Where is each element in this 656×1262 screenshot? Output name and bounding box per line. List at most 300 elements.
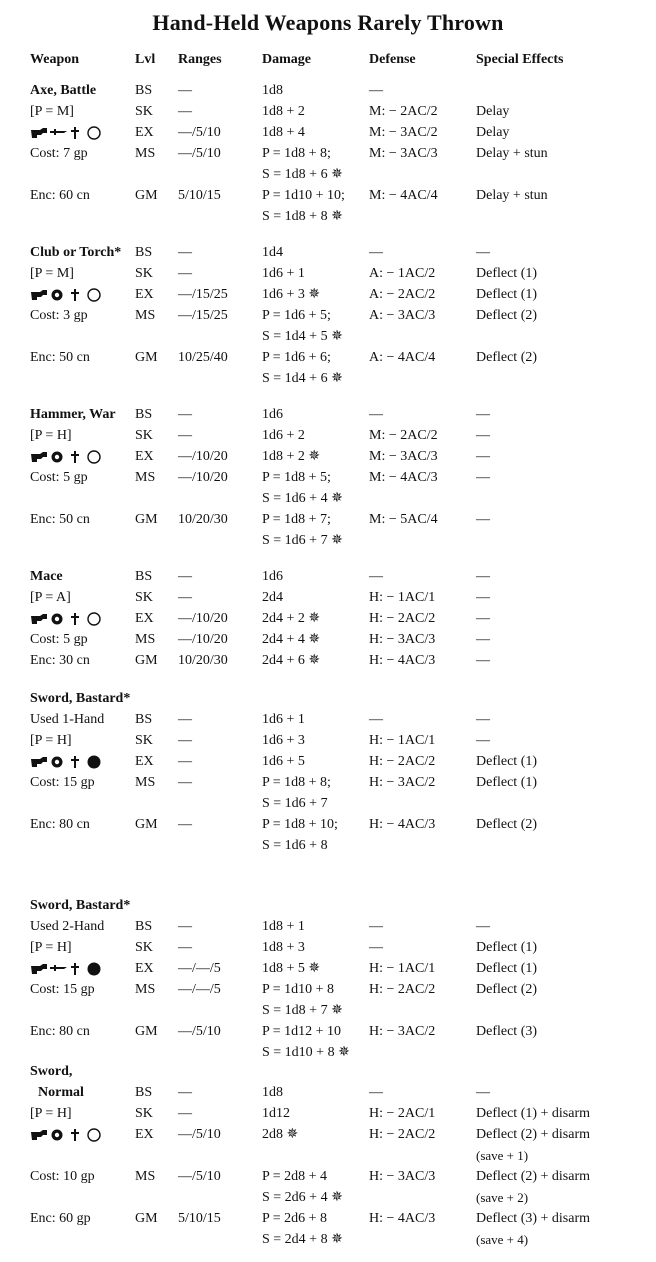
header-ranges: Ranges [178, 52, 222, 67]
weapon-damage-secondary: S = 2d6 + 4 ✵ [262, 1190, 343, 1205]
weapon-defense: A: − 3AC/3 [369, 308, 436, 323]
table-row [0, 772, 656, 814]
weapon-defense: M: − 2AC/2 [369, 428, 438, 443]
table-row [0, 916, 656, 937]
weapon-damage: 2d4 + 4 ✵ [262, 632, 321, 647]
skill-level: EX [135, 125, 154, 140]
skill-level: BS [135, 1085, 153, 1100]
weapon-encumbrance: Enc: 80 cn [30, 1024, 90, 1039]
special-effect: Deflect (2) + disarm [476, 1169, 591, 1184]
table-row [0, 1166, 656, 1208]
weapon-name: Sword, Bastard* [30, 898, 131, 913]
weapon-name: Hammer, War [30, 407, 116, 422]
special-effect: — [476, 590, 490, 605]
weapon-defense: M: − 3AC/3 [369, 449, 438, 464]
weapon-group [0, 1061, 656, 1250]
spoked-circle-icon [50, 754, 68, 769]
weapon-name: Mace [30, 569, 63, 584]
weapon-damage: 2d4 [262, 590, 283, 605]
table-row [0, 1124, 656, 1166]
weapon-ranges: —/10/20 [178, 449, 228, 464]
weapon-ranges: 5/10/15 [178, 1211, 221, 1226]
weapon-damage: 1d6 [262, 569, 283, 584]
weapon-defense: A: − 2AC/2 [369, 287, 436, 302]
weapon-ranges: —/10/20 [178, 611, 228, 626]
weapon-defense: H: − 2AC/2 [369, 754, 436, 769]
table-row [0, 650, 656, 671]
weapon-damage: 1d8 [262, 1085, 283, 1100]
special-effect: — [476, 449, 490, 464]
table-row [0, 958, 656, 979]
weapon-defense: M: − 2AC/2 [369, 104, 438, 119]
weapon-usage: Used 2-Hand [30, 919, 105, 934]
weapon-ranges: —/15/25 [178, 308, 228, 323]
skill-level: BS [135, 712, 153, 727]
special-effect: — [476, 712, 490, 727]
proficiency-tag: [P = M] [30, 104, 74, 119]
skill-level: MS [135, 1169, 156, 1184]
weapon-ranges: — [178, 245, 192, 260]
weapon-damage-secondary: S = 1d4 + 5 ✵ [262, 329, 343, 344]
weapon-name: Sword, [30, 1064, 73, 1079]
table-row [0, 1103, 656, 1124]
header-defense: Defense [369, 52, 416, 67]
special-effect: Deflect (2) [476, 350, 538, 365]
weapon-damage: 1d8 + 2 [262, 104, 305, 119]
table-row [0, 1082, 656, 1103]
weapon-cost: Cost: 10 gp [30, 1169, 95, 1184]
weapon-ranges: —/5/10 [178, 146, 221, 161]
pointing-hand-icon [30, 287, 48, 302]
skill-level: SK [135, 940, 153, 955]
special-effect: Delay + stun [476, 188, 548, 203]
weapon-ranges: — [178, 754, 192, 769]
weapon-defense: — [369, 83, 383, 98]
special-effect: Deflect (1) + disarm [476, 1106, 591, 1121]
special-effect: Deflect (2) [476, 817, 538, 832]
blade-icon [50, 125, 68, 140]
weapon-name-cont: Normal [38, 1085, 84, 1100]
skill-level: EX [135, 1127, 154, 1142]
weapon-ranges: — [178, 775, 192, 790]
special-effect: Deflect (3) + disarm [476, 1211, 591, 1226]
table-row [0, 425, 656, 446]
special-effect: — [476, 470, 490, 485]
weapon-damage: P = 1d6 + 6; [262, 350, 331, 365]
dagger-cross-icon [68, 449, 86, 464]
table-row [0, 937, 656, 958]
weapon-defense: H: − 4AC/3 [369, 1211, 436, 1226]
weapon-defense: H: − 3AC/2 [369, 1024, 436, 1039]
special-effect: Deflect (1) [476, 754, 538, 769]
table-row [0, 608, 656, 629]
weapon-defense: H: − 2AC/2 [369, 1127, 436, 1142]
weapon-damage: P = 1d8 + 7; [262, 512, 331, 527]
pointing-hand-icon [30, 611, 48, 626]
skill-level: BS [135, 245, 153, 260]
table-row [0, 446, 656, 467]
table-row [0, 284, 656, 305]
weapon-damage: 1d8 + 1 [262, 919, 305, 934]
weapon-ranges: — [178, 1085, 192, 1100]
weapon-damage: P = 2d8 + 4 [262, 1169, 328, 1184]
weapon-defense: A: − 1AC/2 [369, 266, 436, 281]
weapon-ranges: — [178, 590, 192, 605]
weapon-encumbrance: Enc: 50 cn [30, 512, 90, 527]
weapon-defense: H: − 2AC/2 [369, 611, 436, 626]
special-effect: Deflect (3) [476, 1024, 538, 1039]
table-row [0, 587, 656, 608]
skill-level: BS [135, 919, 153, 934]
dagger-cross-icon [68, 125, 86, 140]
skill-level: BS [135, 569, 153, 584]
skill-level: SK [135, 590, 153, 605]
weapon-group [0, 688, 656, 856]
table-row [0, 730, 656, 751]
ring-icon [86, 1127, 104, 1142]
weapon-name: Axe, Battle [30, 83, 97, 98]
skill-level: MS [135, 982, 156, 997]
special-effect: — [476, 653, 490, 668]
weapon-damage: P = 1d8 + 8; [262, 775, 331, 790]
table-row [0, 404, 656, 425]
weapon-ranges: — [178, 1106, 192, 1121]
weapon-defense: H: − 3AC/3 [369, 632, 436, 647]
weapon-ranges: — [178, 940, 192, 955]
weapon-usage: Used 1-Hand [30, 712, 105, 727]
weapon-ranges: — [178, 712, 192, 727]
header-special-effects: Special Effects [476, 52, 564, 67]
weapon-ranges: —/5/10 [178, 1127, 221, 1142]
spoked-circle-icon [50, 1127, 68, 1142]
weapon-encumbrance: Enc: 60 gp [30, 1211, 91, 1226]
table-row [0, 242, 656, 263]
table-row [0, 347, 656, 389]
spoked-circle-icon [50, 611, 68, 626]
special-effect: Deflect (1) [476, 287, 538, 302]
weapon-damage: 2d4 + 6 ✵ [262, 653, 321, 668]
weapon-ranges: 10/20/30 [178, 512, 228, 527]
solid-circle-icon [86, 754, 104, 769]
skill-level: MS [135, 775, 156, 790]
special-effect: Deflect (1) [476, 266, 538, 281]
special-effect: — [476, 733, 490, 748]
special-effect: Deflect (2) + disarm [476, 1127, 591, 1142]
weapon-defense: — [369, 1085, 383, 1100]
weapon-cost: Cost: 5 gp [30, 470, 88, 485]
weapon-ranges: —/5/10 [178, 1169, 221, 1184]
skill-level: EX [135, 961, 154, 976]
blade-icon [50, 961, 68, 976]
skill-level: SK [135, 733, 153, 748]
weapon-damage: P = 1d10 + 10; [262, 188, 345, 203]
header-damage: Damage [262, 52, 311, 67]
special-effect: Deflect (1) [476, 775, 538, 790]
special-effect: — [476, 1085, 490, 1100]
weapon-ranges: — [178, 266, 192, 281]
weapon-ranges: —/—/5 [178, 961, 221, 976]
weapon-damage: 1d6 + 3 [262, 733, 305, 748]
weapon-damage: P = 1d8 + 8; [262, 146, 331, 161]
weapon-defense: — [369, 712, 383, 727]
skill-level: BS [135, 83, 153, 98]
skill-level: GM [135, 350, 158, 365]
weapon-damage: 1d6 + 2 [262, 428, 305, 443]
special-effect: — [476, 611, 490, 626]
weapon-defense: H: − 1AC/1 [369, 590, 436, 605]
weapon-defense: H: − 1AC/1 [369, 733, 436, 748]
weapon-defense: H: − 4AC/3 [369, 817, 436, 832]
skill-level: GM [135, 188, 158, 203]
weapon-damage: 1d12 [262, 1106, 290, 1121]
skill-level: EX [135, 754, 154, 769]
weapon-cost: Cost: 15 gp [30, 775, 95, 790]
table-row [0, 751, 656, 772]
weapon-defense: H: − 4AC/3 [369, 653, 436, 668]
proficiency-tag: [P = H] [30, 1106, 72, 1121]
weapon-defense: — [369, 407, 383, 422]
header-weapon: Weapon [30, 52, 80, 67]
special-effect: — [476, 407, 490, 422]
weapon-damage: P = 2d6 + 8 [262, 1211, 328, 1226]
weapon-ranges: —/—/5 [178, 982, 221, 997]
ring-icon [86, 449, 104, 464]
solid-circle-icon [86, 961, 104, 976]
special-effect-note: (save + 1) [476, 1148, 529, 1163]
weapon-name: Club or Torch* [30, 245, 122, 260]
weapon-ranges: —/10/20 [178, 632, 228, 647]
weapon-damage: 1d8 [262, 83, 283, 98]
weapon-damage: P = 1d12 + 10 [262, 1024, 342, 1039]
table-row [0, 1208, 656, 1250]
table-row [0, 709, 656, 730]
table-row [0, 263, 656, 284]
proficiency-tag: [P = H] [30, 940, 72, 955]
weapon-defense: H: − 2AC/2 [369, 982, 436, 997]
header-lvl: Lvl [135, 52, 156, 67]
weapon-damage-secondary: S = 2d4 + 8 ✵ [262, 1232, 343, 1247]
special-effect: Delay + stun [476, 146, 548, 161]
weapon-damage-secondary: S = 1d8 + 8 ✵ [262, 209, 343, 224]
table-row [0, 566, 656, 587]
weapon-name-row [0, 688, 656, 709]
weapon-ranges: —/15/25 [178, 287, 228, 302]
weapon-cost: Cost: 5 gp [30, 632, 88, 647]
weapon-defense: — [369, 919, 383, 934]
pointing-hand-icon [30, 1127, 48, 1142]
special-effect: Deflect (1) [476, 961, 538, 976]
weapon-ranges: 5/10/15 [178, 188, 221, 203]
weapon-damage-secondary: S = 1d8 + 6 ✵ [262, 167, 343, 182]
proficiency-tag: [P = H] [30, 428, 72, 443]
skill-level: GM [135, 817, 158, 832]
skill-level: GM [135, 653, 158, 668]
weapon-defense: — [369, 245, 383, 260]
skill-level: MS [135, 146, 156, 161]
weapon-damage: 2d8 ✵ [262, 1127, 299, 1142]
weapon-defense: M: − 4AC/4 [369, 188, 438, 203]
table-row [0, 122, 656, 143]
skill-level: EX [135, 611, 154, 626]
weapon-defense: H: − 2AC/1 [369, 1106, 436, 1121]
weapon-group [0, 404, 656, 551]
weapon-defense: M: − 3AC/2 [369, 125, 438, 140]
skill-level: GM [135, 512, 158, 527]
spoked-circle-icon [50, 287, 68, 302]
skill-level: EX [135, 449, 154, 464]
table-row [0, 305, 656, 347]
weapon-ranges: — [178, 83, 192, 98]
proficiency-tag: [P = A] [30, 590, 71, 605]
skill-level: SK [135, 1106, 153, 1121]
special-effect: — [476, 245, 490, 260]
weapon-damage: P = 1d6 + 5; [262, 308, 331, 323]
weapon-damage: 1d8 + 5 ✵ [262, 961, 321, 976]
page-title: Hand-Held Weapons Rarely Thrown [152, 10, 504, 35]
pointing-hand-icon [30, 961, 48, 976]
weapon-damage: 1d6 + 1 [262, 712, 305, 727]
special-effect: Deflect (1) [476, 940, 538, 955]
weapon-damage-secondary: S = 1d6 + 7 [262, 796, 328, 811]
table-row [0, 509, 656, 551]
pointing-hand-icon [30, 754, 48, 769]
table-row [0, 80, 656, 101]
table-row [0, 814, 656, 856]
weapon-ranges: — [178, 817, 192, 832]
weapon-defense: M: − 5AC/4 [369, 512, 438, 527]
weapon-defense: H: − 3AC/3 [369, 1169, 436, 1184]
table-row [0, 1021, 656, 1063]
skill-level: SK [135, 428, 153, 443]
table-row [0, 979, 656, 1021]
weapon-defense: M: − 4AC/3 [369, 470, 438, 485]
skill-level: BS [135, 407, 153, 422]
special-effect: Delay [476, 104, 510, 119]
pointing-hand-icon [30, 125, 48, 140]
weapon-damage: 1d8 + 2 ✵ [262, 449, 321, 464]
table-row [0, 185, 656, 227]
weapon-group [0, 566, 656, 671]
dagger-cross-icon [68, 754, 86, 769]
weapon-damage-secondary: S = 1d6 + 7 ✵ [262, 533, 343, 548]
weapon-ranges: —/5/10 [178, 125, 221, 140]
skill-level: MS [135, 308, 156, 323]
weapon-damage: P = 1d10 + 8 [262, 982, 335, 997]
weapon-damage: 1d6 + 1 [262, 266, 305, 281]
dagger-cross-icon [68, 611, 86, 626]
skill-level: GM [135, 1211, 158, 1226]
weapon-ranges: — [178, 428, 192, 443]
weapon-damage: 1d4 [262, 245, 283, 260]
weapon-name: Sword, Bastard* [30, 691, 131, 706]
weapon-defense: A: − 4AC/4 [369, 350, 436, 365]
weapon-damage: 1d6 [262, 407, 283, 422]
proficiency-tag: [P = M] [30, 266, 74, 281]
special-effect: Delay [476, 125, 510, 140]
weapon-damage-secondary: S = 1d4 + 6 ✵ [262, 371, 343, 386]
dagger-cross-icon [68, 1127, 86, 1142]
weapon-name-row [0, 895, 656, 916]
skill-level: MS [135, 632, 156, 647]
weapon-group [0, 895, 656, 1063]
weapon-cost: Cost: 7 gp [30, 146, 88, 161]
weapon-ranges: 10/20/30 [178, 653, 228, 668]
special-effect: — [476, 632, 490, 647]
weapon-damage-secondary: S = 1d6 + 8 [262, 838, 328, 853]
weapon-defense: — [369, 569, 383, 584]
special-effect: — [476, 512, 490, 527]
proficiency-tag: [P = H] [30, 733, 72, 748]
weapon-name-row [0, 1061, 656, 1082]
weapon-encumbrance: Enc: 50 cn [30, 350, 90, 365]
weapon-defense: — [369, 940, 383, 955]
weapon-group [0, 80, 656, 227]
spoked-circle-icon [50, 449, 68, 464]
weapon-ranges: — [178, 919, 192, 934]
special-effect-note: (save + 4) [476, 1232, 529, 1247]
weapon-defense: M: − 3AC/3 [369, 146, 438, 161]
pointing-hand-icon [30, 449, 48, 464]
weapon-ranges: —/10/20 [178, 470, 228, 485]
weapon-ranges: — [178, 733, 192, 748]
weapon-ranges: 10/25/40 [178, 350, 228, 365]
weapon-damage: 1d8 + 3 [262, 940, 305, 955]
special-effect: Deflect (2) [476, 982, 538, 997]
weapon-cost: Cost: 3 gp [30, 308, 88, 323]
weapon-defense: H: − 3AC/2 [369, 775, 436, 790]
special-effect: — [476, 428, 490, 443]
weapon-encumbrance: Enc: 60 cn [30, 188, 90, 203]
skill-level: GM [135, 1024, 158, 1039]
weapon-damage-secondary: S = 1d8 + 7 ✵ [262, 1003, 343, 1018]
weapon-damage: 2d4 + 2 ✵ [262, 611, 321, 626]
dagger-cross-icon [68, 287, 86, 302]
weapon-ranges: — [178, 569, 192, 584]
weapon-damage-secondary: S = 1d6 + 4 ✵ [262, 491, 343, 506]
weapon-encumbrance: Enc: 30 cn [30, 653, 90, 668]
special-effect: — [476, 919, 490, 934]
weapon-damage: P = 1d8 + 10; [262, 817, 338, 832]
skill-level: EX [135, 287, 154, 302]
table-row [0, 629, 656, 650]
weapon-damage: P = 1d8 + 5; [262, 470, 331, 485]
weapon-damage: 1d8 + 4 [262, 125, 305, 140]
weapon-damage: 1d6 + 5 [262, 754, 305, 769]
weapon-damage-secondary: S = 1d10 + 8 ✵ [262, 1045, 350, 1060]
skill-level: SK [135, 104, 153, 119]
ring-icon [86, 125, 104, 140]
weapon-cost: Cost: 15 gp [30, 982, 95, 997]
skill-level: MS [135, 470, 156, 485]
ring-icon [86, 611, 104, 626]
skill-level: SK [135, 266, 153, 281]
weapon-damage: 1d6 + 3 ✵ [262, 287, 321, 302]
weapon-defense: H: − 1AC/1 [369, 961, 436, 976]
special-effect: Deflect (2) [476, 308, 538, 323]
weapon-ranges: — [178, 407, 192, 422]
table-row [0, 101, 656, 122]
table-row [0, 467, 656, 509]
dagger-cross-icon [68, 961, 86, 976]
weapon-ranges: —/5/10 [178, 1024, 221, 1039]
table-row [0, 143, 656, 185]
special-effect-note: (save + 2) [476, 1190, 529, 1205]
weapon-group [0, 242, 656, 389]
weapon-ranges: — [178, 104, 192, 119]
special-effect: — [476, 569, 490, 584]
weapon-encumbrance: Enc: 80 cn [30, 817, 90, 832]
ring-icon [86, 287, 104, 302]
